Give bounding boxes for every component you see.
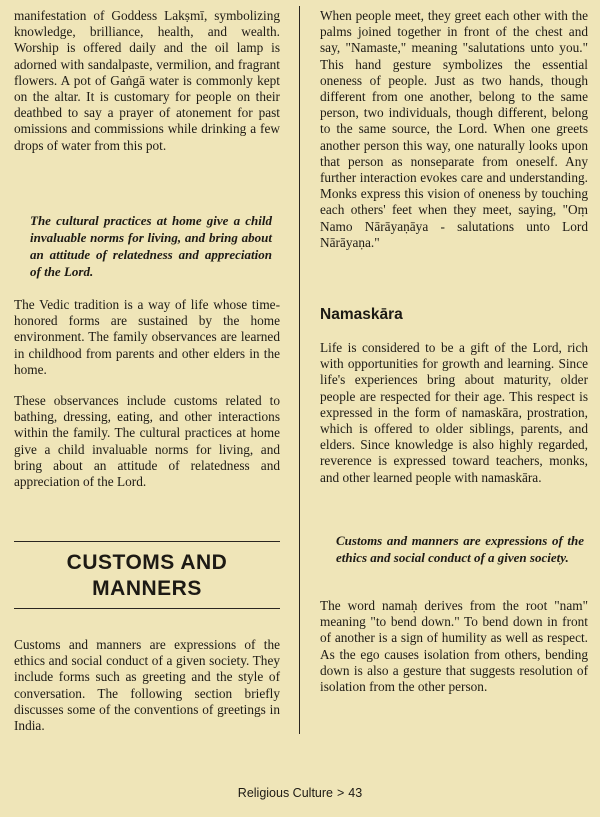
right-paragraph-3: The word namaḥ derives from the root "nam" meaning "to bend down." To bend down in front of another is a sign of humility as well as respect. As the ego causes isolation from others, bending down is also a gesture that suggests resolution of isolation from the other person. [320, 598, 588, 695]
right-column [320, 8, 588, 695]
left-paragraph-1: manifestation of Goddess Lakṣmī, symbolizing knowledge, brilliance, health, and wealth. Worship is offered daily and the oil lamp is adorned with sandalpaste, vermilion, and fragrant flowers. A pot of Gaṅgā water is commonly kept on the altar. It is customary for people on their deathbed to say a prayer of atonement for past omissions and commissions while drinking a few drops of water from this pot. [14, 8, 280, 153]
page-footer [0, 786, 600, 800]
left-column [14, 8, 280, 734]
left-pull-quote: The cultural practices at home give a child invaluable norms for living, and bring about an attitude of relatedness and appreciation of the Lord. [30, 213, 272, 279]
left-paragraph-2: The Vedic tradition is a way of life whose time-honored forms are sustained by the home environment. The family observances are learned in childhood from parents and other elders in the home. [14, 297, 280, 377]
right-pull-quote: Customs and manners are expressions of the ethics and social conduct of a given society. [336, 533, 584, 565]
footer-section-name: Religious Culture [237, 786, 333, 800]
section-title-line-2: MANNERS [92, 577, 202, 600]
namaskara-heading: Namaskāra [320, 306, 403, 323]
column-divider [299, 6, 300, 734]
section-title [14, 550, 280, 602]
left-paragraph-4: Customs and manners are expressions of the ethics and social conduct of a given society. They include forms such as greeting and the style of conversation. The following section briefly discusses some of the conventions of greetings in India. [14, 637, 280, 734]
left-paragraph-3: These observances include customs related to bathing, dressing, eating, and other interactions within the family. The cultural practices at home give a child invaluable norms for living, and bring about an attitude of relatedness and appreciation of the Lord. [14, 393, 280, 490]
right-paragraph-1: When people meet, they greet each other with the palms joined together in front of the chest and say, "Namaste," meaning "salutations unto you." This hand gesture symbolizes the essential oneness of people. Just as two hands, though different from one another, belong to the same person, two individuals, though different, belong to the same source, the Lord. When one greets another person this way, one naturally looks upon that person as nonseparate from oneself. Any further interaction evokes care and understanding. Monks express this vision of oneness by touching each others' feet when they meet, saying, "Oṃ Namo Nārāyaṇāya - salutations unto Lord Nārāyaṇa." [320, 8, 588, 250]
right-paragraph-2: Life is considered to be a gift of the Lord, rich with opportunities for growth and learning. Since life's experiences bring about maturity, older people are respected for their age. This respect is expressed in the form of namaskāra, prostration, which is offered to older siblings, parents, and elders. Since knowledge is also highly regarded, reverence is expressed toward teachers, monks, and other learned people with namaskāra. [320, 340, 588, 485]
footer-separator: > [336, 786, 345, 800]
section-title-line-1: CUSTOMS AND [66, 551, 228, 574]
page-number: 43 [348, 786, 363, 800]
